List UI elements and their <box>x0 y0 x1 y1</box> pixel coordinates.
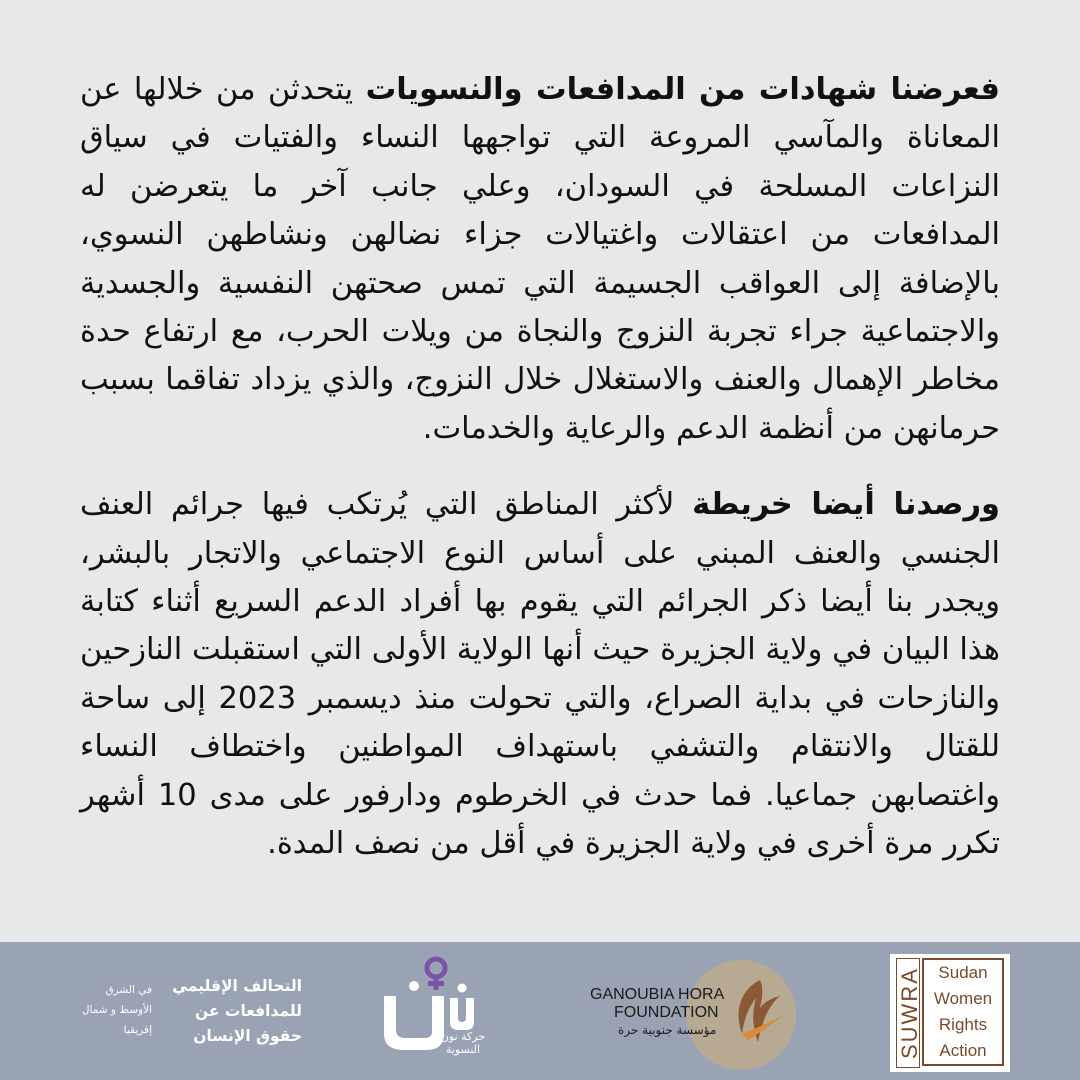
ganoubia-hora-logo <box>578 960 818 1070</box>
coalition-region-line: في الشرق <box>105 984 152 996</box>
ganoubia-foundation: FOUNDATION <box>614 1004 719 1021</box>
paragraph-lead: فعرضنا شهادات من المدافعات والنسويات <box>365 72 1000 107</box>
coalition-region-line: الأوسط و شمال <box>81 1004 152 1016</box>
paragraph-text: يتحدثن من خلالها عن المعاناة والمآسي المروعة التي تواجهها النساء والفتيات في سياق النزاعات المسلحة في السودان، وعلي جانب آخر ما يتعرضن له المدافعات من اعتقالات واغتيالات جزاء نضالهن ونشاطهن النسوي، بالإضافة إلى العواقب الجسيمة التي تمس صحتهن النفسية والجسدية والاجتماعية جراء تجربة النزوج والنجاة من ويلات الحرب، مع ارتفاع حدة مخاطر الإهمال والعنف والاستغلال خلال النزوج، والذي يزداد تفاقما بسبب حرمانهن من أنظمة الدعم والرعاية والخدمات. <box>80 72 1000 446</box>
suwra-word: Action <box>939 1041 987 1060</box>
noon-movement-logo <box>370 952 490 1064</box>
coalition-region-line: إفريقيا <box>123 1024 152 1036</box>
suwra-wordmark <box>922 958 1004 1066</box>
coalition-line: للمدافعات عن <box>194 1002 302 1020</box>
ganoubia-arabic-name: مؤسسة جنوبية حرة <box>618 1023 717 1037</box>
coalition-line: التحالف الإقليمي <box>172 977 302 995</box>
paragraph-testimonies <box>80 66 1000 453</box>
suwra-word: Rights <box>938 1015 988 1034</box>
suwra-vertical-wordmark: SUWRA <box>896 958 920 1068</box>
ganoubia-name: GANOUBIA HORA <box>590 986 725 1003</box>
suwra-word: Women <box>933 989 993 1008</box>
suwra-word: Sudan <box>938 963 988 982</box>
coalition-line: حقوق الإنسان <box>193 1027 302 1045</box>
regional-coalition-logo <box>70 974 302 1054</box>
suwra-logo <box>890 954 1010 1072</box>
paragraph-text: لأكثر المناطق التي يُرتكب فيها جرائم العنف الجنسي والعنف المبني على أساس النوع الاجتماعي والاتجار بالبشر، ويجدر بنا أيضا ذكر الجرائم التي يقوم بها أفراد الدعم السريع أثناء كتابة هذا البيان في ولاية الجزيرة حيث أنها الولاية الأولى التي استقبلت النازحين والنازحات في بداية الصراع، والتي تحولت منذ ديسمبر 2023 إلى ساحة للقتال والانتقام والتشفي باستهداف المواطنين واختطاف النساء واغتصابهن جماعيا. فما حدث في الخرطوم ودارفور على مدى 10 أشهر تكرر مرة أخرى في ولاية الجزيرة في أقل من نصف المدة. <box>80 487 1001 862</box>
noon-caption: حركة نون النسوية <box>440 1030 486 1056</box>
paragraph-map <box>80 481 1000 868</box>
coalition-region <box>70 980 152 1040</box>
paragraph-lead: ورصدنا أيضا خريطة <box>692 487 1001 523</box>
coalition-name <box>152 974 302 1049</box>
statement-body <box>80 66 1000 897</box>
